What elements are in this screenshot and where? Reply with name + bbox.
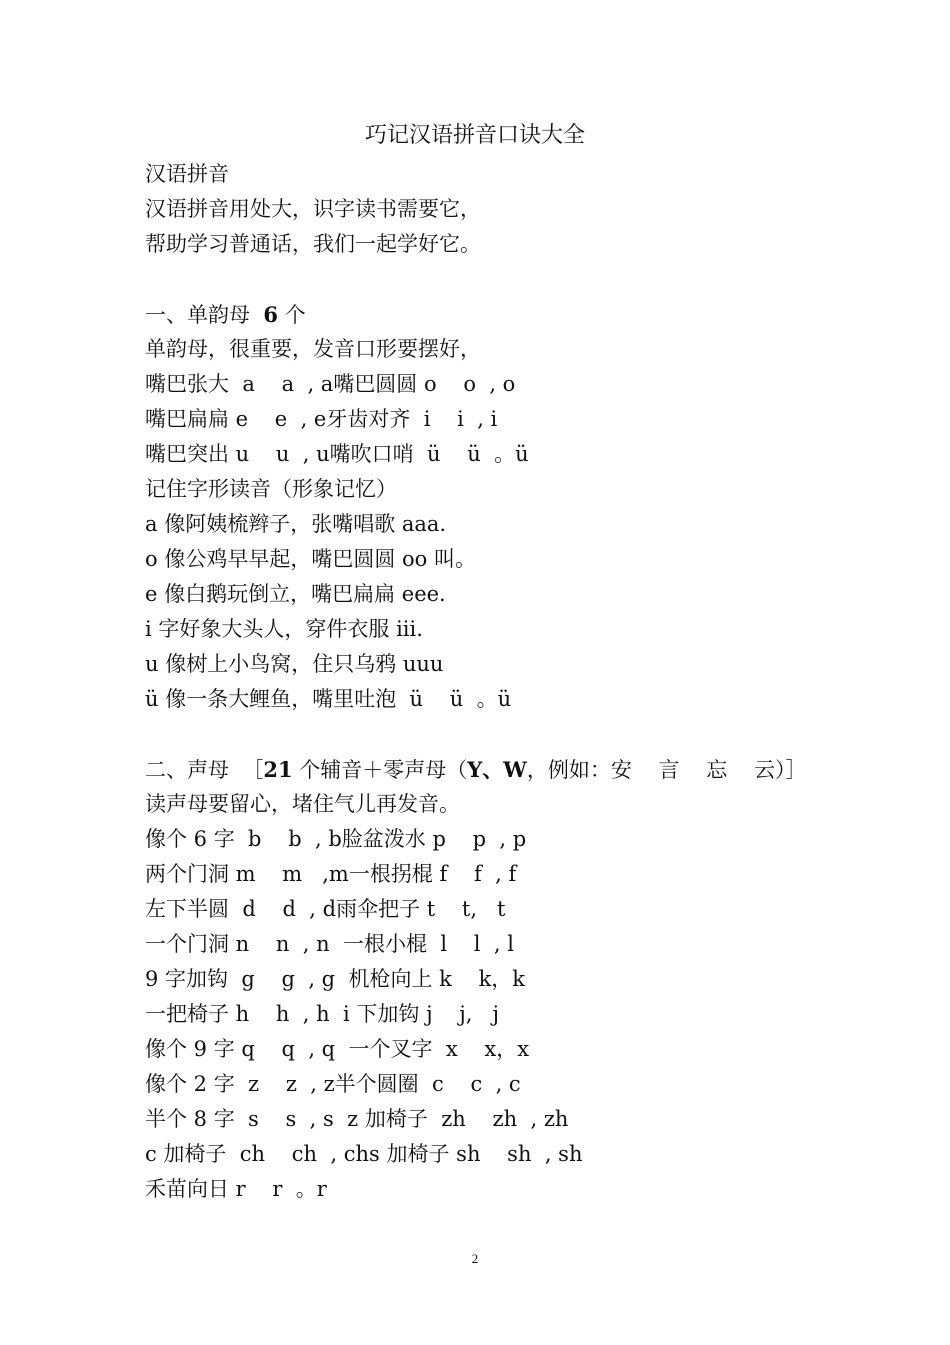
section2-line: c 加椅子 ch ch , chs 加椅子 sh sh , sh xyxy=(145,1142,583,1166)
section2-line: 像个 9 字 q q , q 一个叉字 x x，x xyxy=(145,1037,530,1061)
section1-line: 嘴巴突出 u u , u嘴吹口哨 ü ü 。ü xyxy=(145,442,529,466)
section1-line: u 像树上小鸟窝，住只乌鸦 uuu xyxy=(145,652,444,676)
blank-line xyxy=(145,262,845,297)
section1-line: 嘴巴张大 a a , a嘴巴圆圆 o o , o xyxy=(145,372,516,396)
intro-heading: 汉语拼音 xyxy=(145,162,229,186)
page-number: 2 xyxy=(471,1251,479,1266)
section2-heading-prefix: 二、声母 ［ xyxy=(145,758,264,782)
section2-line: 一个门洞 n n , n 一根小棍 l l , l xyxy=(145,932,514,956)
section2-line: 一把椅子 h h , h i 下加钩 j j, j xyxy=(145,1002,500,1026)
section1-heading xyxy=(145,297,845,332)
section2-heading xyxy=(145,752,845,787)
section2-heading-middle: 个辅音＋零声母（ xyxy=(292,758,468,782)
section2-line: 像个 6 字 b b , b脸盆泼水 p p , p xyxy=(145,827,527,851)
section1-line: i 字好象大头人，穿件衣服 iii. xyxy=(145,617,423,641)
section2-heading-letters: Y、W xyxy=(467,757,527,782)
section2-line: 9 字加钩 g g , g 机枪向上 k k，k xyxy=(145,967,526,991)
document-body xyxy=(145,157,845,1207)
section1-line: 单韵母，很重要，发音口形要摆好， xyxy=(145,337,481,361)
section1-line: 记住字形读音（形象记忆） xyxy=(145,477,397,501)
intro-line: 帮助学习普通话，我们一起学好它。 xyxy=(145,232,481,256)
section1-line: o 像公鸡早早起，嘴巴圆圆 oo 叫。 xyxy=(145,547,476,571)
section1-line: a 像阿姨梳辫子，张嘴唱歌 aaa. xyxy=(145,512,447,536)
section1-heading-count: 6 xyxy=(263,302,278,327)
section2-line: 半个 8 字 s s , s z 加椅子 zh zh , zh xyxy=(145,1107,569,1131)
section2-line: 左下半圆 d d , d雨伞把子 t t, t xyxy=(145,897,506,921)
intro-line: 汉语拼音用处大，识字读书需要它， xyxy=(145,197,481,221)
section2-heading-count: 21 xyxy=(263,757,293,782)
section2-line: 像个 2 字 z z , z半个圆圈 c c , c xyxy=(145,1072,521,1096)
section1-heading-prefix: 一、单韵母 xyxy=(145,303,264,327)
section1-line: ü 像一条大鲤鱼，嘴里吐泡 ü ü 。ü xyxy=(145,687,512,711)
blank-line xyxy=(145,717,845,752)
section2-line: 两个门洞 m m ,m一根拐棍 f f , f xyxy=(145,862,517,886)
section2-line: 禾苗向日 r r 。r xyxy=(145,1177,327,1201)
section2-line: 读声母要留心，堵住气儿再发音。 xyxy=(145,792,460,816)
document-title: 巧记汉语拼音口诀大全 xyxy=(364,123,585,148)
section2-heading-suffix: ，例如：安 言 忘 云）］ xyxy=(526,758,807,782)
section1-heading-suffix: 个 xyxy=(277,303,306,327)
section1-line: 嘴巴扁扁 e e , e牙齿对齐 i i , i xyxy=(145,407,498,431)
section1-line: e 像白鹅玩倒立，嘴巴扁扁 eee. xyxy=(145,582,446,606)
